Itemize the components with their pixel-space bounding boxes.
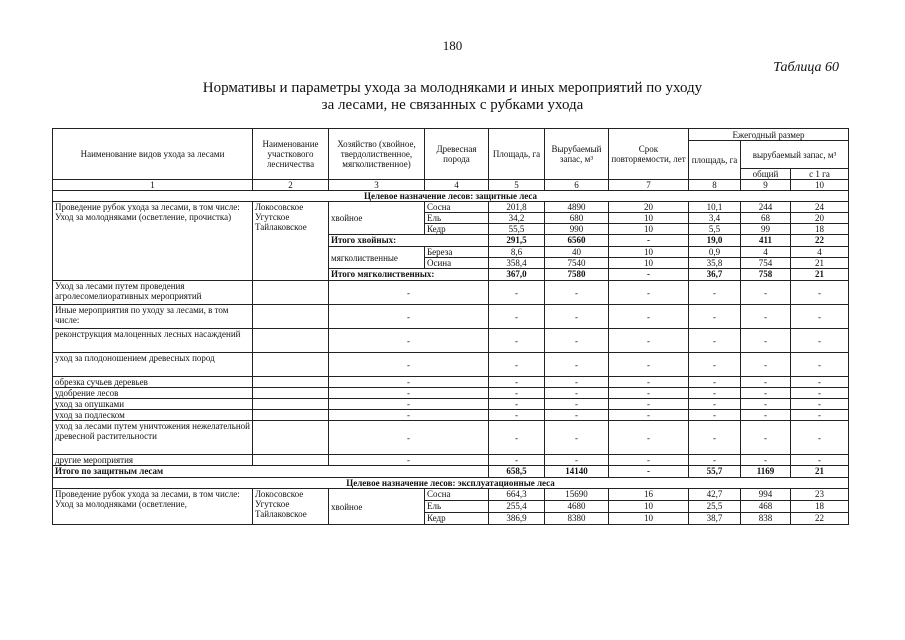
table-cell: -: [741, 421, 791, 455]
table-cell: 34,2: [489, 213, 545, 224]
table-cell: -: [741, 410, 791, 421]
table-row: [53, 281, 849, 305]
table-cell: 10: [609, 247, 689, 258]
table-row: [53, 377, 849, 388]
table-cell: -: [791, 353, 849, 377]
table-cell: -: [791, 305, 849, 329]
column-number: 8: [689, 180, 741, 191]
table-cell: 838: [741, 513, 791, 525]
table-cell: 36,7: [689, 269, 741, 281]
table-cell: -: [689, 399, 741, 410]
table-cell: Ель: [425, 501, 489, 513]
table-cell: -: [489, 410, 545, 421]
column-number: 9: [741, 180, 791, 191]
table-cell: -: [489, 421, 545, 455]
activity-name: другие мероприятия: [53, 455, 253, 466]
table-cell: -: [545, 281, 609, 305]
table-cell: 386,9: [489, 513, 545, 525]
header-annual: Ежегодный размер: [689, 129, 849, 141]
table-row: [53, 353, 849, 377]
table-cell: 21: [791, 466, 849, 478]
table-cell: -: [741, 281, 791, 305]
table-cell: 990: [545, 224, 609, 235]
table-cell: Сосна: [425, 489, 489, 501]
activity-name: уход за опушками: [53, 399, 253, 410]
section-heading: Целевое назначение лесов: защитные леса: [53, 191, 849, 202]
table-cell: -: [489, 377, 545, 388]
table-cell: -: [489, 388, 545, 399]
activity-name: удобрение лесов: [53, 388, 253, 399]
table-row: [53, 455, 849, 466]
table-cell: -: [329, 455, 489, 466]
table-cell: 367,0: [489, 269, 545, 281]
forestry-name: [253, 455, 329, 466]
table-row: [53, 388, 849, 399]
table-cell: 658,5: [489, 466, 545, 478]
table-cell: -: [489, 281, 545, 305]
table-cell: 758: [741, 269, 791, 281]
table-cell: 5,5: [689, 224, 741, 235]
header-per-ha: с 1 га: [791, 169, 849, 180]
table-row: [53, 305, 849, 329]
table-cell: -: [609, 281, 689, 305]
header-area: Площадь, га: [489, 129, 545, 180]
activity-name: уход за плодоношением древесных пород: [53, 353, 253, 377]
total-label: Итого по защитным лесам: [53, 466, 489, 478]
table-cell: 24: [791, 202, 849, 213]
table-cell: -: [329, 421, 489, 455]
activity-name: Иные мероприятия по уходу за лесами, в том числе:: [53, 305, 253, 329]
table-cell: 8380: [545, 513, 609, 525]
table-cell: -: [489, 305, 545, 329]
table-cell: -: [791, 421, 849, 455]
table-cell: -: [741, 377, 791, 388]
table-cell: 38,7: [689, 513, 741, 525]
table-cell: -: [329, 410, 489, 421]
table-cell: 18: [791, 501, 849, 513]
table-cell: 21: [791, 269, 849, 281]
forestry-name: [253, 421, 329, 455]
activity-name: Уход за лесами путем проведения агролесомелиоративных мероприятий: [53, 281, 253, 305]
table-cell: -: [609, 377, 689, 388]
forestry-name: [253, 377, 329, 388]
section-heading: Целевое назначение лесов: эксплуатационные леса: [53, 478, 849, 489]
header-name: Наименование видов ухода за лесами: [53, 129, 253, 180]
header-farm: Хозяйство (хвойное, твердолиственное, мягколиственное): [329, 129, 425, 180]
table-cell: -: [791, 388, 849, 399]
table-cell: -: [741, 305, 791, 329]
column-number: 7: [609, 180, 689, 191]
table-cell: -: [689, 281, 741, 305]
column-number: 3: [329, 180, 425, 191]
table-cell: -: [329, 388, 489, 399]
section-row: [53, 191, 849, 202]
table-cell: 10: [609, 513, 689, 525]
table-cell: -: [741, 455, 791, 466]
table-cell: 201,8: [489, 202, 545, 213]
table-cell: 99: [741, 224, 791, 235]
table-cell: 10: [609, 501, 689, 513]
forestry-name: [253, 329, 329, 353]
table-cell: -: [689, 329, 741, 353]
table-cell: 42,7: [689, 489, 741, 501]
table-row: [53, 410, 849, 421]
activity-name: реконструкция малоценных лесных насаждений: [53, 329, 253, 353]
table-cell: 40: [545, 247, 609, 258]
table-cell: -: [609, 455, 689, 466]
table-cell: 10: [609, 258, 689, 269]
farm-type: хвойное: [329, 489, 425, 525]
table-cell: -: [791, 281, 849, 305]
table-cell: 468: [741, 501, 791, 513]
section-row: [53, 478, 849, 489]
column-number: 10: [791, 180, 849, 191]
table-cell: -: [689, 353, 741, 377]
table-label: Таблица 60: [773, 60, 839, 75]
table-cell: -: [741, 388, 791, 399]
table-cell: 35,8: [689, 258, 741, 269]
table-cell: -: [489, 353, 545, 377]
table-cell: 7580: [545, 269, 609, 281]
table-cell: 14140: [545, 466, 609, 478]
table-cell: 18: [791, 224, 849, 235]
page-number: 180: [442, 38, 463, 53]
table-cell: 15690: [545, 489, 609, 501]
table-cell: 1169: [741, 466, 791, 478]
header-annual-area: площадь, га: [689, 141, 741, 180]
table-cell: 22: [791, 513, 849, 525]
table-cell: 22: [791, 235, 849, 247]
table-cell: Кедр: [425, 224, 489, 235]
document-title: [120, 80, 785, 114]
table-cell: -: [329, 399, 489, 410]
table-cell: 25,5: [689, 501, 741, 513]
table-cell: 4: [791, 247, 849, 258]
farm-type: хвойное: [329, 202, 425, 235]
activity-name: обрезка сучьев деревьев: [53, 377, 253, 388]
table-cell: 994: [741, 489, 791, 501]
table-cell: -: [741, 399, 791, 410]
table-cell: 244: [741, 202, 791, 213]
table-row: [53, 329, 849, 353]
table-cell: 19,0: [689, 235, 741, 247]
column-number: 1: [53, 180, 253, 191]
table-cell: -: [609, 388, 689, 399]
table-cell: 411: [741, 235, 791, 247]
column-numbers-row: [53, 180, 849, 191]
forestry-name: Локосовское Угутское Тайлаковское: [253, 489, 329, 525]
table-cell: -: [609, 466, 689, 478]
table-cell: 10,1: [689, 202, 741, 213]
table-cell: -: [791, 329, 849, 353]
table-cell: -: [741, 329, 791, 353]
subtotal-label: Итого хвойных:: [329, 235, 489, 247]
forestry-name: [253, 305, 329, 329]
table-cell: -: [609, 410, 689, 421]
table-row: [53, 202, 849, 213]
forestry-name: [253, 353, 329, 377]
header-annual-volume: вырубаемый запас, м³: [741, 141, 849, 169]
table-cell: -: [689, 455, 741, 466]
header-volume: Вырубаемый запас, м³: [545, 129, 609, 180]
table-row: [53, 421, 849, 455]
table-cell: -: [489, 329, 545, 353]
farm-type: мягколиственные: [329, 247, 425, 269]
table-body: [53, 180, 849, 525]
forestry-name: [253, 410, 329, 421]
table-cell: -: [609, 305, 689, 329]
header-forestry: Наименование участкового лесничества: [253, 129, 329, 180]
table-cell: 8,6: [489, 247, 545, 258]
table-cell: -: [689, 305, 741, 329]
total-row: [53, 466, 849, 478]
table-cell: -: [545, 410, 609, 421]
norms-table: [52, 128, 849, 525]
table-cell: 680: [545, 213, 609, 224]
table-cell: -: [545, 353, 609, 377]
table-cell: 21: [791, 258, 849, 269]
table-cell: -: [689, 388, 741, 399]
table-cell: 255,4: [489, 501, 545, 513]
table-cell: 0,9: [689, 247, 741, 258]
table-cell: -: [791, 455, 849, 466]
table-cell: 55,7: [689, 466, 741, 478]
table-cell: 55,5: [489, 224, 545, 235]
table-cell: -: [329, 377, 489, 388]
table-cell: 68: [741, 213, 791, 224]
table-cell: 664,3: [489, 489, 545, 501]
table-cell: -: [329, 281, 489, 305]
table-cell: -: [609, 329, 689, 353]
table-cell: -: [489, 399, 545, 410]
table-cell: 7540: [545, 258, 609, 269]
table-row: [53, 399, 849, 410]
forestry-name: [253, 388, 329, 399]
table-cell: -: [741, 353, 791, 377]
table-cell: -: [609, 421, 689, 455]
table-cell: -: [791, 377, 849, 388]
table-cell: 6560: [545, 235, 609, 247]
table-cell: 23: [791, 489, 849, 501]
table-cell: -: [329, 305, 489, 329]
table-cell: 20: [609, 202, 689, 213]
table-cell: 10: [609, 213, 689, 224]
table-cell: -: [689, 421, 741, 455]
table-cell: 4890: [545, 202, 609, 213]
forestry-name: [253, 281, 329, 305]
title-line-1: Нормативы и параметры ухода за молодняками и иных мероприятий по уходу: [202, 80, 703, 96]
header-total: общий: [741, 169, 791, 180]
table-cell: -: [609, 235, 689, 247]
table-cell: 16: [609, 489, 689, 501]
column-number: 5: [489, 180, 545, 191]
table-cell: -: [609, 399, 689, 410]
table-cell: -: [489, 455, 545, 466]
table-cell: 20: [791, 213, 849, 224]
table-cell: -: [329, 353, 489, 377]
table-cell: Осина: [425, 258, 489, 269]
table-cell: -: [791, 399, 849, 410]
subtotal-label: Итого мягколиственных:: [329, 269, 489, 281]
table-cell: 754: [741, 258, 791, 269]
table-cell: -: [545, 421, 609, 455]
table-cell: -: [689, 377, 741, 388]
table-cell: -: [545, 329, 609, 353]
column-number: 6: [545, 180, 609, 191]
table-row: [53, 489, 849, 501]
table-cell: -: [609, 269, 689, 281]
activity-name: уход за подлеском: [53, 410, 253, 421]
header-species: Древесная порода: [425, 129, 489, 180]
table-cell: 4680: [545, 501, 609, 513]
table-cell: -: [545, 388, 609, 399]
forestry-name: [253, 399, 329, 410]
table-cell: 3,4: [689, 213, 741, 224]
table-cell: -: [545, 399, 609, 410]
table-cell: -: [545, 455, 609, 466]
table-cell: 358,4: [489, 258, 545, 269]
column-number: 2: [253, 180, 329, 191]
activity-name: Проведение рубок ухода за лесами, в том числе: Уход за молодняками (осветление, прочистка): [53, 202, 253, 281]
forestry-name: Локосовское Угутское Тайлаковское: [253, 202, 329, 281]
table-cell: 10: [609, 224, 689, 235]
table-cell: Кедр: [425, 513, 489, 525]
table-cell: -: [329, 329, 489, 353]
table-cell: Ель: [425, 213, 489, 224]
table-cell: Сосна: [425, 202, 489, 213]
activity-name: Проведение рубок ухода за лесами, в том числе: Уход за молодняками (осветление,: [53, 489, 253, 525]
column-number: 4: [425, 180, 489, 191]
activity-name: уход за лесами путем уничтожения нежелательной древесной растительности: [53, 421, 253, 455]
header-period: Срок повторяемости, лет: [609, 129, 689, 180]
table-cell: Береза: [425, 247, 489, 258]
table-cell: -: [689, 410, 741, 421]
table-cell: -: [791, 410, 849, 421]
table-cell: 291,5: [489, 235, 545, 247]
table-cell: 4: [741, 247, 791, 258]
title-line-2: за лесами, не связанных с рубками ухода: [321, 97, 584, 113]
table-cell: -: [545, 305, 609, 329]
table-cell: -: [545, 377, 609, 388]
table-cell: -: [609, 353, 689, 377]
